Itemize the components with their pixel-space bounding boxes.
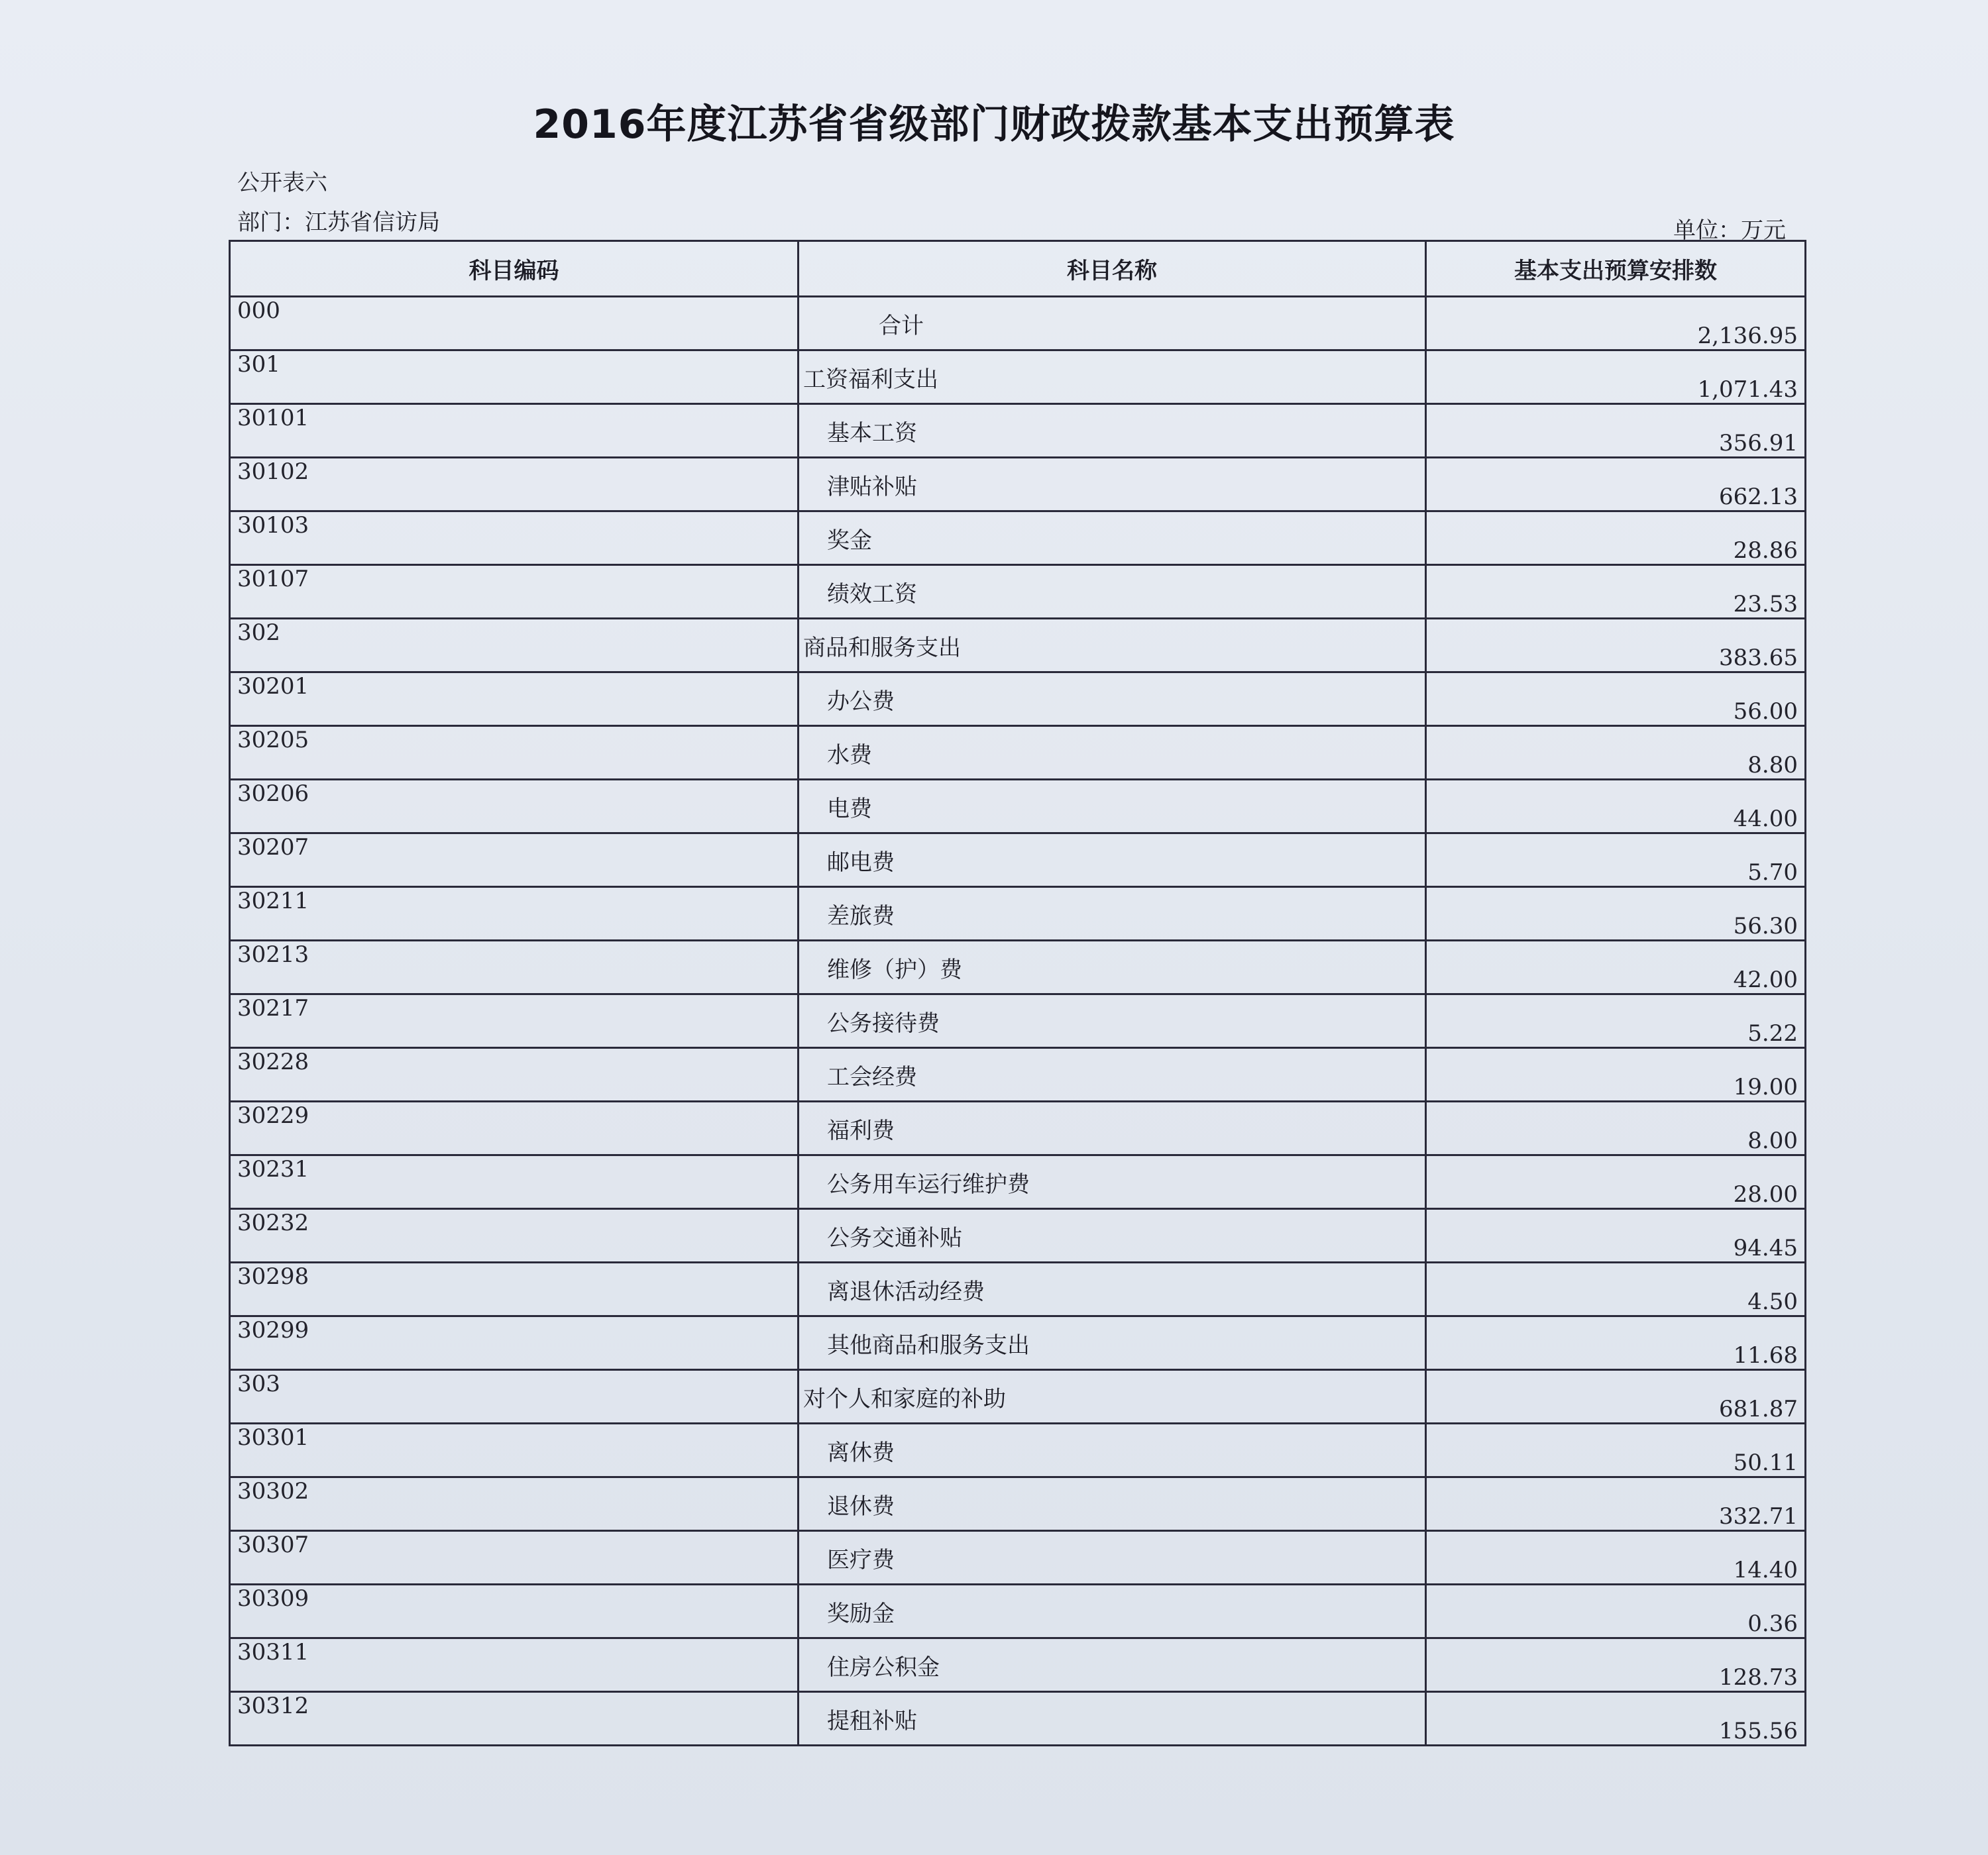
subject-code-cell: 30302 [230,1477,799,1531]
subject-code-cell: 000 [230,297,799,350]
budget-amount-cell: 332.71 [1426,1477,1806,1531]
column-header-name: 科目名称 [799,241,1426,297]
table-row [230,1263,1806,1316]
subject-name-cell: 基本工资 [799,404,1426,458]
table-row [230,619,1806,672]
budget-amount-cell: 50.11 [1426,1424,1806,1477]
subject-name-cell: 合计 [799,297,1426,350]
table-header-row [230,241,1806,297]
subject-code-cell: 301 [230,350,799,404]
subject-name-cell: 住房公积金 [799,1638,1426,1692]
table-row [230,1638,1806,1692]
subject-code-cell: 30229 [230,1102,799,1155]
table-row [230,994,1806,1048]
table-body [230,297,1806,1746]
subject-code-cell: 30298 [230,1263,799,1316]
budget-amount-cell: 42.00 [1426,941,1806,994]
unit-label: 单位： [1673,217,1741,244]
subject-code-cell: 30206 [230,780,799,833]
table-row [230,1370,1806,1424]
subject-name-cell: 电费 [799,780,1426,833]
column-header-code: 科目编码 [230,241,799,297]
budget-amount-cell: 14.40 [1426,1531,1806,1585]
budget-amount-cell: 5.22 [1426,994,1806,1048]
subject-name-cell: 奖金 [799,511,1426,565]
subject-code-cell: 30228 [230,1048,799,1102]
budget-amount-cell: 681.87 [1426,1370,1806,1424]
subject-code-cell: 30309 [230,1585,799,1638]
subject-name-cell: 津贴补贴 [799,458,1426,511]
budget-amount-cell: 56.00 [1426,672,1806,726]
subject-code-cell: 30307 [230,1531,799,1585]
table-row [230,1477,1806,1531]
subject-name-cell: 奖励金 [799,1585,1426,1638]
subject-code-cell: 30232 [230,1209,799,1263]
budget-amount-cell: 662.13 [1426,458,1806,511]
department-line [237,204,440,237]
table-row [230,1155,1806,1209]
table-row [230,833,1806,887]
budget-amount-cell: 1,071.43 [1426,350,1806,404]
column-header-amount: 基本支出预算安排数 [1426,241,1806,297]
budget-amount-cell: 128.73 [1426,1638,1806,1692]
subject-name-cell: 离退休活动经费 [799,1263,1426,1316]
subject-name-cell: 福利费 [799,1102,1426,1155]
budget-amount-cell: 5.70 [1426,833,1806,887]
budget-amount-cell: 0.36 [1426,1585,1806,1638]
table-row [230,511,1806,565]
budget-table [229,240,1806,1746]
budget-amount-cell: 19.00 [1426,1048,1806,1102]
budget-amount-cell: 94.45 [1426,1209,1806,1263]
subject-name-cell: 工资福利支出 [799,350,1426,404]
department-label: 部门： [237,209,305,236]
budget-amount-cell: 8.80 [1426,726,1806,780]
subject-code-cell: 303 [230,1370,799,1424]
subject-name-cell: 公务用车运行维护费 [799,1155,1426,1209]
budget-amount-cell: 56.30 [1426,887,1806,941]
table-row [230,780,1806,833]
table-row [230,1531,1806,1585]
table-row [230,672,1806,726]
subject-code-cell: 30301 [230,1424,799,1477]
subject-name-cell: 维修（护）费 [799,941,1426,994]
table-row [230,1424,1806,1477]
budget-amount-cell: 8.00 [1426,1102,1806,1155]
table-row [230,350,1806,404]
subject-name-cell: 办公费 [799,672,1426,726]
subject-code-cell: 30211 [230,887,799,941]
table-row [230,404,1806,458]
budget-amount-cell: 4.50 [1426,1263,1806,1316]
subject-code-cell: 30107 [230,565,799,619]
subject-code-cell: 302 [230,619,799,672]
subject-name-cell: 对个人和家庭的补助 [799,1370,1426,1424]
budget-amount-cell: 11.68 [1426,1316,1806,1370]
table-row [230,726,1806,780]
table-row [230,1585,1806,1638]
subject-name-cell: 离休费 [799,1424,1426,1477]
table-row [230,458,1806,511]
table-row [230,887,1806,941]
subject-name-cell: 其他商品和服务支出 [799,1316,1426,1370]
department-name: 江苏省信访局 [305,209,440,236]
subject-name-cell: 提租补贴 [799,1692,1426,1746]
subject-code-cell: 30217 [230,994,799,1048]
subject-name-cell: 水费 [799,726,1426,780]
subject-code-cell: 30213 [230,941,799,994]
budget-amount-cell: 23.53 [1426,565,1806,619]
table-row [230,1316,1806,1370]
subject-code-cell: 30205 [230,726,799,780]
subject-name-cell: 退休费 [799,1477,1426,1531]
subject-code-cell: 30207 [230,833,799,887]
table-number: 公开表六 [237,170,327,196]
subject-name-cell: 商品和服务支出 [799,619,1426,672]
budget-amount-cell: 155.56 [1426,1692,1806,1746]
subject-code-cell: 30102 [230,458,799,511]
budget-amount-cell: 44.00 [1426,780,1806,833]
subject-code-cell: 30312 [230,1692,799,1746]
subject-code-cell: 30311 [230,1638,799,1692]
subject-name-cell: 工会经费 [799,1048,1426,1102]
budget-amount-cell: 28.86 [1426,511,1806,565]
subject-code-cell: 30231 [230,1155,799,1209]
subject-code-cell: 30103 [230,511,799,565]
budget-amount-cell: 383.65 [1426,619,1806,672]
table-row [230,565,1806,619]
subject-name-cell: 邮电费 [799,833,1426,887]
budget-amount-cell: 356.91 [1426,404,1806,458]
table-row [230,1209,1806,1263]
subject-name-cell: 绩效工资 [799,565,1426,619]
budget-amount-cell: 2,136.95 [1426,297,1806,350]
table-row [230,1102,1806,1155]
budget-amount-cell: 28.00 [1426,1155,1806,1209]
subject-name-cell: 医疗费 [799,1531,1426,1585]
document-title: 2016年度江苏省省级部门财政拨款基本支出预算表 [533,101,1455,148]
subject-code-cell: 30201 [230,672,799,726]
subject-name-cell: 差旅费 [799,887,1426,941]
subject-code-cell: 30101 [230,404,799,458]
subject-code-cell: 30299 [230,1316,799,1370]
unit-value: 万元 [1741,217,1786,244]
table-row [230,1692,1806,1746]
table-row [230,941,1806,994]
table-row [230,297,1806,350]
subject-name-cell: 公务交通补贴 [799,1209,1426,1263]
subject-name-cell: 公务接待费 [799,994,1426,1048]
table-row [230,1048,1806,1102]
